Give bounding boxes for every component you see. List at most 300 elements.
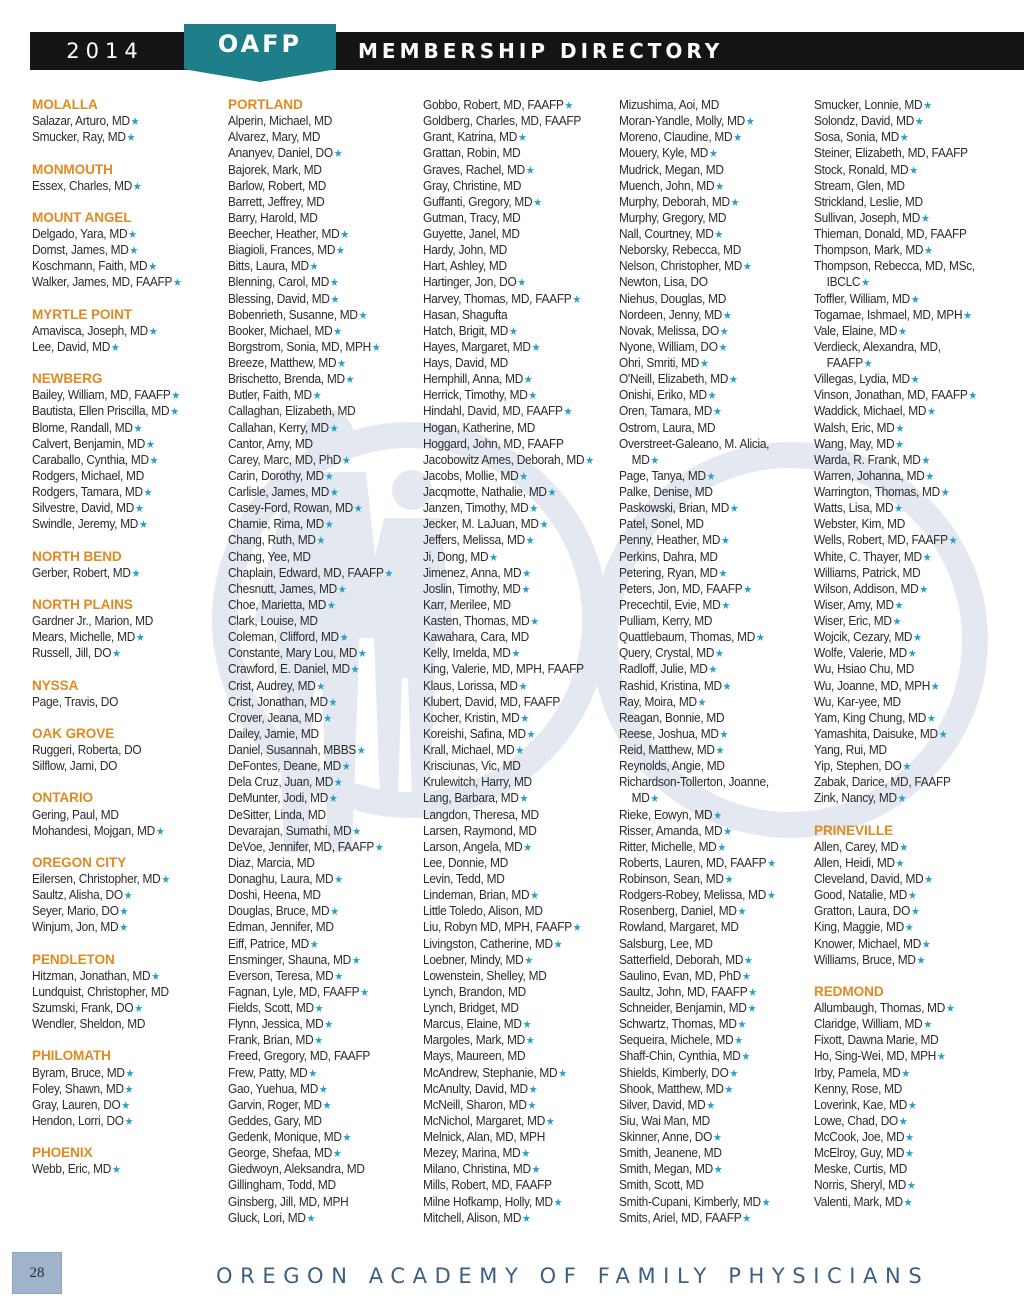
directory-column-5 (814, 97, 1006, 1210)
member-name: Wojcik, Cezary, MD (814, 629, 913, 645)
member-name: Waddick, Michael, MD (814, 403, 927, 419)
star-icon: ★ (329, 422, 339, 435)
city-heading: MYRTLE POINT (32, 306, 132, 322)
star-icon: ★ (173, 277, 182, 290)
member-name: Moran-Yandle, Molly, MD (619, 113, 745, 129)
member-entry (619, 629, 792, 645)
star-icon: ★ (340, 229, 349, 241)
member-name: Cleveland, David, MD (814, 871, 924, 886)
star-icon: ★ (905, 1132, 914, 1144)
member-name: Krulewitch, Harry, MD (423, 774, 532, 790)
member-name: Yamashita, Daisuke, MD (814, 725, 938, 741)
member-entry (423, 903, 596, 919)
star-icon: ★ (936, 1051, 946, 1064)
star-icon: ★ (925, 470, 935, 483)
member-entry (423, 355, 596, 371)
star-icon: ★ (907, 1099, 917, 1112)
member-name: Lundquist, Christopher, MD (32, 983, 169, 999)
member-entry (423, 1048, 596, 1064)
member-name: Diaz, Marcia, MD (228, 854, 315, 870)
star-icon: ★ (170, 406, 179, 419)
member-name: Muench, John, MD (619, 177, 715, 193)
star-icon: ★ (515, 745, 524, 757)
member-name: Roberts, Lauren, MD, FAAFP (619, 854, 767, 870)
member-name: Choe, Marietta, MD (228, 596, 327, 612)
member-name: Winjum, Jon, MD (32, 919, 119, 935)
member-entry (619, 661, 792, 677)
member-entry (814, 258, 987, 274)
member-name: Larson, Angela, MD (423, 838, 523, 854)
member-entry (423, 839, 596, 855)
member-name: Salazar, Arturo, MD (32, 113, 130, 129)
star-icon: ★ (125, 1067, 135, 1080)
member-entry (423, 790, 596, 806)
member-entry (619, 710, 792, 726)
member-entry (32, 387, 205, 403)
member-entry (814, 291, 987, 307)
star-icon: ★ (729, 503, 739, 516)
member-name: Booker, Michael, MD (228, 322, 333, 338)
star-icon: ★ (161, 874, 170, 886)
member-name: O'Neill, Elizabeth, MD (619, 371, 729, 387)
member-name: IBCLC (826, 274, 861, 290)
star-icon: ★ (350, 664, 360, 677)
member-entry (814, 162, 987, 178)
section-gap (32, 581, 224, 597)
member-name: Liu, Robyn MD, MPH, FAAFP (423, 919, 572, 935)
star-icon: ★ (528, 390, 538, 403)
member-name: Crist, Audrey, MD (228, 677, 316, 693)
star-icon: ★ (312, 390, 322, 403)
star-icon: ★ (110, 341, 120, 354)
member-entry (228, 774, 401, 790)
directory-column-1 (32, 97, 224, 1177)
star-icon: ★ (920, 212, 930, 225)
member-entry (228, 790, 401, 806)
member-entry (423, 226, 596, 242)
member-name: Daniel, Susannah, MBBS (228, 742, 356, 757)
star-icon: ★ (119, 906, 129, 919)
section-gap (32, 532, 224, 548)
member-entry (814, 790, 987, 806)
star-icon: ★ (533, 196, 542, 209)
star-icon: ★ (529, 503, 538, 516)
member-name: Robinson, Sean, MD (619, 871, 724, 886)
star-icon: ★ (520, 712, 529, 725)
member-entry (228, 1210, 401, 1226)
star-icon: ★ (526, 728, 536, 741)
member-name: Edman, Jennifer, MD (228, 919, 334, 935)
member-name: Williams, Bruce, MD (814, 951, 916, 967)
star-icon: ★ (342, 1132, 352, 1144)
star-icon: ★ (892, 616, 902, 628)
member-entry (228, 839, 401, 855)
section-gap (32, 661, 224, 677)
member-name: Dela Cruz, Juan, MD (228, 774, 334, 790)
member-entry (32, 1161, 205, 1177)
member-entry (814, 1129, 987, 1145)
member-name: Klubert, David, MD, FAAFP (423, 693, 561, 709)
member-name: Harvey, Thomas, MD, FAAFP (423, 290, 572, 306)
member-entry (814, 178, 987, 194)
member-name: Kasten, Thomas, MD (423, 613, 530, 628)
member-name: Webster, Kim, MD (814, 516, 906, 532)
star-icon: ★ (357, 648, 367, 661)
member-name: Byram, Bruce, MD (32, 1064, 125, 1080)
star-icon: ★ (121, 1099, 130, 1112)
member-name: Grattan, Robin, MD (423, 145, 521, 161)
star-icon: ★ (729, 1067, 739, 1080)
star-icon: ★ (712, 1132, 722, 1144)
member-name: Radloff, Julie, MD (619, 661, 708, 677)
member-name: Lee, David, MD (32, 338, 111, 354)
member-name: Togamae, Ishmael, MD, MPH (814, 306, 963, 322)
member-name: Milano, Christina, MD (423, 1161, 531, 1177)
star-icon: ★ (724, 874, 734, 886)
member-name: Mays, Maureen, MD (423, 1048, 526, 1064)
star-icon: ★ (743, 583, 752, 596)
member-name: Everson, Teresa, MD (228, 967, 334, 983)
city-heading: NYSSA (32, 677, 79, 693)
member-name: Flynn, Jessica, MD (228, 1016, 324, 1032)
city-heading: NORTH BEND (32, 548, 122, 564)
member-entry (814, 694, 987, 710)
member-name: Milne Hofkamp, Holly, MD (423, 1193, 553, 1209)
member-name: Krisciunas, Vic, MD (423, 758, 521, 774)
member-entry (814, 371, 987, 387)
member-name: Newton, Lisa, DO (619, 274, 708, 290)
star-icon: ★ (714, 229, 724, 241)
member-name: Wells, Robert, MD, FAAFP (814, 532, 948, 548)
member-entry (228, 823, 401, 839)
member-name: Overstreet-Galeano, M. Alicia, (619, 435, 770, 451)
member-entry (228, 1048, 401, 1064)
star-icon: ★ (525, 1035, 535, 1048)
member-name: Allen, Heidi, MD (814, 854, 895, 870)
member-entry (814, 1048, 987, 1064)
member-entry (423, 1065, 596, 1081)
section-gap (814, 807, 1006, 823)
star-icon: ★ (323, 712, 332, 725)
star-icon: ★ (767, 890, 776, 903)
member-name: Koreishi, Safina, MD (423, 725, 526, 741)
member-name: Perkins, Dahra, MD (619, 548, 718, 564)
member-entry (423, 613, 596, 629)
member-name: Hasan, Shagufta (423, 306, 508, 322)
member-name: Mears, Michelle, MD (32, 629, 136, 645)
member-entry (619, 1113, 792, 1129)
member-entry (423, 549, 596, 565)
member-name: Swindle, Jeremy, MD (32, 516, 139, 532)
member-entry (619, 484, 792, 500)
member-name: Allumbaugh, Thomas, MD (814, 1000, 946, 1015)
member-name: Saultz, John, MD, FAAFP (619, 983, 748, 999)
member-name: Delgado, Yara, MD (32, 226, 128, 241)
member-entry (619, 903, 792, 919)
member-name: Strickland, Leslie, MD (814, 193, 923, 209)
star-icon: ★ (134, 1003, 143, 1015)
member-name: Szumski, Frank, DO (32, 1000, 134, 1015)
star-icon: ★ (719, 325, 729, 338)
brand-logo-text: OAFP (217, 30, 303, 58)
member-name: Meske, Curtis, MD (814, 1161, 908, 1177)
member-name: Villegas, Lydia, MD (814, 371, 910, 387)
member-name: Silvestre, David, MD (32, 500, 135, 516)
city-heading: OREGON CITY (32, 854, 127, 870)
star-icon: ★ (707, 390, 717, 403)
member-entry (814, 597, 987, 613)
member-name: McElroy, Guy, MD (814, 1145, 905, 1161)
member-entry (619, 1177, 792, 1193)
member-name: Valenti, Mark, MD (814, 1193, 903, 1209)
member-entry (619, 1032, 792, 1048)
star-icon: ★ (332, 1148, 342, 1161)
member-entry (228, 1081, 401, 1097)
member-name: Gao, Yuehua, MD (228, 1080, 319, 1096)
member-name: Penny, Heather, MD (619, 532, 721, 548)
member-entry (619, 1129, 792, 1145)
member-name: Amavisca, Joseph, MD (32, 322, 148, 338)
member-entry (228, 436, 401, 452)
member-name: Irby, Pamela, MD (814, 1064, 901, 1080)
star-icon: ★ (730, 196, 740, 209)
member-entry (814, 581, 987, 597)
member-name: Nyone, William, DO (619, 338, 718, 354)
member-entry (32, 323, 205, 339)
member-name: Hartinger, Jon, DO (423, 274, 517, 290)
member-name: Alperin, Michael, MD (228, 113, 333, 129)
member-entry (619, 565, 792, 581)
member-name: Toffler, William, MD (814, 290, 910, 306)
member-entry (814, 613, 987, 629)
member-entry (228, 532, 401, 548)
member-name: Rosenberg, Daniel, MD (619, 903, 737, 919)
star-icon: ★ (938, 728, 948, 741)
member-entry (814, 678, 987, 694)
member-entry (228, 129, 401, 145)
star-icon: ★ (318, 1083, 328, 1096)
member-name: Allen, Carey, MD (814, 838, 899, 854)
member-entry (32, 1113, 205, 1129)
star-icon: ★ (747, 1003, 757, 1015)
star-icon: ★ (563, 406, 573, 419)
star-icon: ★ (723, 309, 732, 322)
member-name: Sullivan, Joseph, MD (814, 209, 921, 225)
member-entry (228, 1113, 401, 1129)
member-entry (423, 968, 596, 984)
member-entry (619, 162, 792, 178)
member-entry (619, 678, 792, 694)
member-name: Wu, Hsiao Chu, MD (814, 661, 915, 677)
star-icon: ★ (706, 1099, 715, 1112)
star-icon: ★ (729, 374, 738, 387)
member-name: Larsen, Raymond, MD (423, 822, 537, 838)
member-entry (619, 242, 792, 258)
member-name: Herrick, Timothy, MD (423, 387, 528, 403)
star-icon: ★ (744, 954, 753, 967)
member-entry (619, 210, 792, 226)
member-name: Jimenez, Anna, MD (423, 564, 522, 580)
member-entry (423, 1032, 596, 1048)
star-icon: ★ (715, 648, 724, 661)
star-icon: ★ (564, 100, 574, 112)
star-icon: ★ (518, 680, 528, 693)
member-entry (228, 403, 401, 419)
member-entry (814, 1113, 987, 1129)
star-icon: ★ (907, 890, 917, 903)
member-name: Precechtil, Evie, MD (619, 596, 721, 612)
member-name: Page, Tanya, MD (619, 467, 706, 483)
star-icon: ★ (517, 132, 527, 145)
member-name: Vinson, Jonathan, MD, FAAFP (814, 387, 968, 403)
member-entry (423, 258, 596, 274)
member-name: Steiner, Elizabeth, MD, FAAFP (814, 145, 968, 161)
member-entry (619, 758, 792, 774)
member-name: Douglas, Bruce, MD (228, 903, 330, 919)
member-name: Warren, Johanna, MD (814, 467, 925, 483)
member-name: Crist, Jonathan, MD (228, 693, 328, 709)
member-entry (423, 436, 596, 452)
city-heading: ONTARIO (32, 790, 93, 806)
star-icon: ★ (329, 277, 339, 290)
star-icon: ★ (525, 535, 535, 548)
star-icon: ★ (135, 632, 145, 645)
member-name: Essex, Charles, MD (32, 177, 133, 193)
member-name: Chaplain, Edward, MD, FAAFP (228, 564, 384, 580)
member-name: Grant, Katrina, MD (423, 129, 518, 145)
member-entry (32, 565, 205, 581)
member-name: Norris, Sheryl, MD (814, 1177, 907, 1193)
star-icon: ★ (306, 1212, 316, 1225)
member-entry (423, 323, 596, 339)
member-name: Peters, Jon, MD, FAAFP (619, 580, 743, 596)
star-icon: ★ (895, 422, 905, 435)
member-entry (228, 210, 401, 226)
member-name: Nelson, Christopher, MD (619, 258, 743, 274)
member-name: Mitchell, Alison, MD (423, 1209, 522, 1225)
member-name: Kelly, Imelda, MD (423, 645, 511, 661)
member-name: Ensminger, Shauna, MD (228, 951, 351, 967)
member-entry (619, 952, 792, 968)
member-name: Guyette, Janel, MD (423, 226, 520, 241)
member-entry (32, 468, 205, 484)
member-name: Biagioli, Frances, MD (228, 242, 336, 258)
star-icon: ★ (905, 1148, 914, 1161)
member-name: Jecker, M. LaJuan, MD (423, 516, 539, 532)
member-entry (814, 1177, 987, 1193)
member-name: Richardson-Tollerton, Joanne, (619, 774, 769, 790)
star-icon: ★ (650, 793, 660, 806)
star-icon: ★ (328, 696, 338, 709)
member-name: Goldberg, Charles, MD, FAAFP (423, 113, 582, 129)
member-entry (423, 565, 596, 581)
member-name: Chesnutt, James, MD (228, 580, 337, 596)
member-name: Kawahara, Cara, MD (423, 629, 529, 645)
member-entry (814, 661, 987, 677)
member-name: DeFontes, Deane, MD (228, 758, 341, 774)
member-name: Alvarez, Mary, MD (228, 129, 321, 145)
member-entry (619, 500, 792, 516)
member-entry (619, 549, 792, 565)
member-name: Casey-Ford, Rowan, MD (228, 500, 353, 516)
member-entry (814, 226, 987, 242)
star-icon: ★ (527, 1099, 537, 1112)
member-entry (228, 887, 401, 903)
member-entry (423, 403, 596, 419)
member-entry (619, 452, 792, 468)
star-icon: ★ (334, 874, 343, 886)
member-name: Donaghu, Laura, MD (228, 871, 334, 886)
star-icon: ★ (910, 906, 920, 919)
member-entry (619, 694, 792, 710)
star-icon: ★ (910, 374, 920, 387)
member-entry (619, 1161, 792, 1177)
member-name: Thompson, Mark, MD (814, 242, 924, 258)
member-entry (32, 339, 205, 355)
member-entry (814, 355, 987, 371)
member-entry (32, 807, 205, 823)
directory-column-2 (228, 97, 420, 1226)
member-name: Kenny, Rose, MD (814, 1080, 903, 1096)
member-name: Gerber, Robert, MD (32, 564, 131, 580)
member-entry (423, 855, 596, 871)
member-entry (619, 403, 792, 419)
member-name: Barrett, Jeffrey, MD (228, 193, 325, 209)
member-entry (619, 323, 792, 339)
member-name: Oren, Tamara, MD (619, 403, 713, 419)
member-name: Sequeira, Michele, MD (619, 1032, 734, 1048)
member-entry (619, 1016, 792, 1032)
member-name: Little Toledo, Alison, MD (423, 903, 543, 919)
member-name: Ji, Dong, MD (423, 548, 489, 564)
star-icon: ★ (358, 309, 368, 322)
star-icon: ★ (522, 1019, 532, 1032)
member-entry (423, 1000, 596, 1016)
member-name: Chamie, Rima, MD (228, 516, 324, 532)
member-name: Gering, Paul, MD (32, 806, 119, 822)
star-icon: ★ (904, 922, 914, 935)
member-entry (423, 210, 596, 226)
member-name: Garvin, Roger, MD (228, 1096, 322, 1112)
star-icon: ★ (330, 906, 339, 919)
member-entry (619, 532, 792, 548)
city-heading: PHILOMATH (32, 1048, 111, 1064)
member-name: Smith-Cupani, Kimberly, MD (619, 1193, 761, 1209)
member-entry (228, 871, 401, 887)
member-name: Crover, Jeana, MD (228, 709, 323, 725)
member-name: Shields, Kimberly, DO (619, 1064, 729, 1080)
member-name: Callaghan, Elizabeth, MD (228, 403, 356, 419)
member-entry (619, 807, 792, 823)
member-name: King, Valerie, MD, MPH, FAAFP (423, 661, 584, 677)
star-icon: ★ (519, 793, 529, 806)
member-entry (32, 1065, 205, 1081)
member-entry (32, 613, 205, 629)
member-entry (228, 339, 401, 355)
member-name: FAAFP (826, 355, 863, 370)
member-entry (814, 194, 987, 210)
member-name: Zabak, Darice, MD, FAAFP (814, 774, 951, 790)
member-entry (32, 823, 205, 839)
member-name: DeSitter, Linda, MD (228, 806, 326, 822)
member-name: Giedwoyn, Aleksandra, MD (228, 1161, 365, 1177)
member-entry (814, 500, 987, 516)
member-entry (423, 823, 596, 839)
member-entry (423, 97, 596, 113)
member-name: Reynolds, Angie, MD (619, 758, 725, 774)
member-name: Kocher, Kristin, MD (423, 709, 520, 725)
star-icon: ★ (755, 632, 765, 645)
